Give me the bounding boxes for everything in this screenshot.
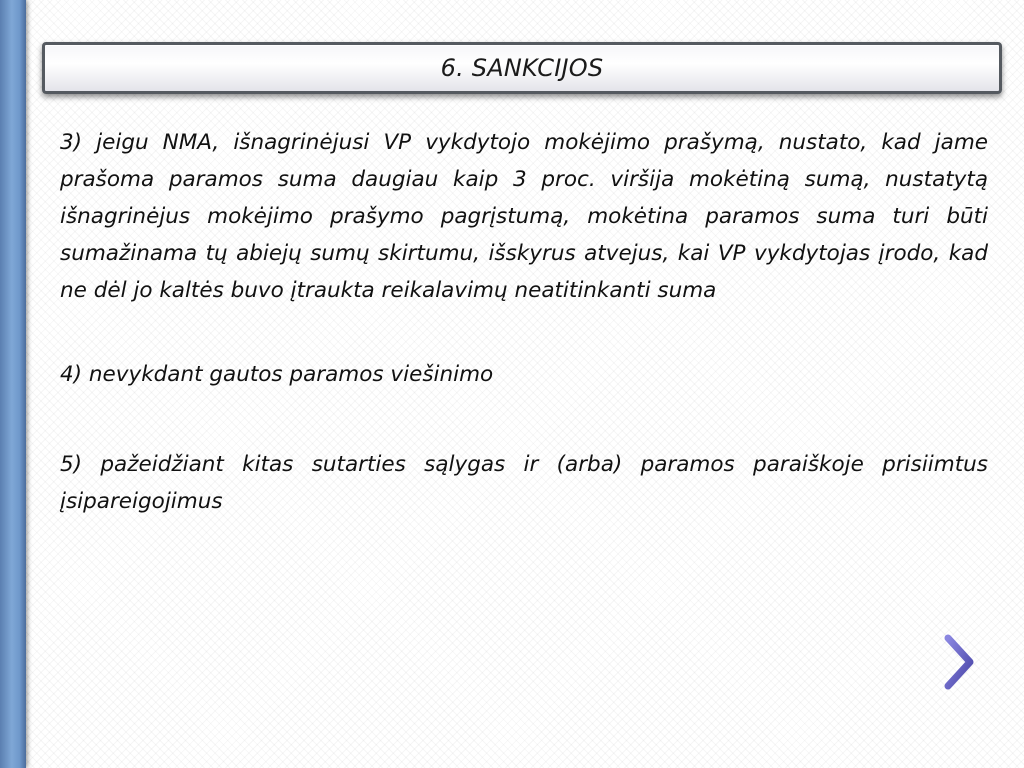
slide-title-box [42, 42, 1002, 94]
slide-title: 6. SANKCIJOS [440, 54, 604, 82]
paragraph-4: 4) nevykdant gautos paramos viešinimo [60, 362, 494, 387]
paragraph-3: 3) jeigu NMA, išnagrinėjusi VP vykdytojo mokėjimo prašymą, nustato, kad jame prašoma paramos suma daugiau kaip 3 proc. viršija mokėtiną sumą, nustatytą išnagrinėjus mokėjimo prašymo pagrįstumą, mokėtina paramos suma turi būti sumažinama tų abiejų sumų skirtumu, išskyrus atvejus, kai VP vykdytojas įrodo, kad ne dėl jo kaltės buvo įtraukta reikalavimų neatitinkanti suma [60, 130, 988, 303]
next-slide-button[interactable] [940, 634, 980, 690]
slide-content [60, 124, 988, 520]
chevron-right-icon [940, 634, 980, 690]
paragraph-5: 5) pažeidžiant kitas sutarties sąlygas ir (arba) paramos paraiškoje prisiimtus įsipareigojimus [60, 452, 988, 514]
side-accent-bar [0, 0, 26, 768]
